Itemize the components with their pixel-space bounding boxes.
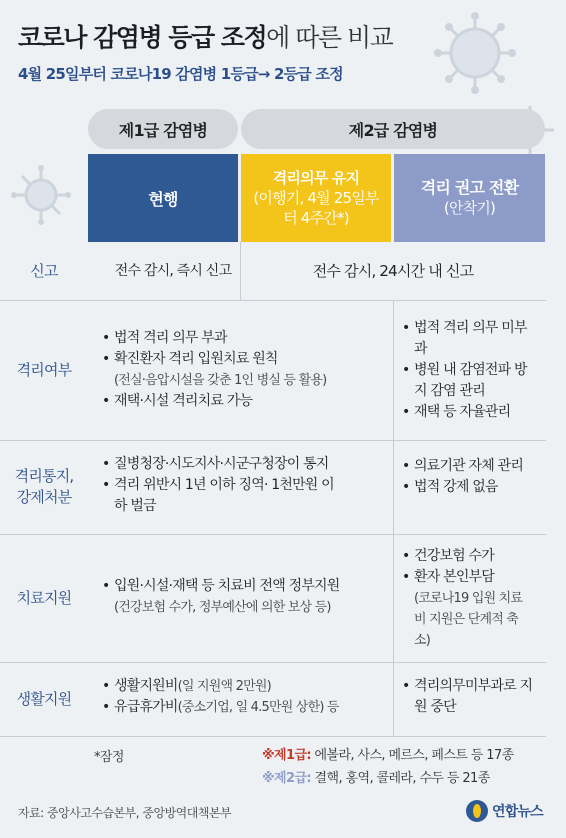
list-item: • 법적 강제 없음 (402, 477, 532, 498)
footnote-grade1 (262, 744, 514, 763)
treatment-current-note: (건강보험 수가, 정부예산에 의한 보상 등) (114, 600, 331, 615)
grade1-pill: 제1급 감염병 (88, 109, 238, 149)
row-label-living: 생활지원 (16, 689, 72, 708)
header-recommend (394, 154, 545, 242)
divider (393, 440, 394, 534)
report-current (108, 242, 238, 300)
report-grade2-text: 전수 감시, 24시간 내 신고 (312, 261, 474, 280)
notice-change (402, 456, 532, 498)
grade2-pill: 제2급 감염병 (241, 109, 545, 149)
logo-icon (466, 800, 488, 822)
header-keep-label: 격리의무 유지 (272, 169, 360, 187)
footnote-tentative: *잠정 (94, 750, 124, 765)
list-item: • 격리 위반시 1년 이하 징역· 1천만원 이하 벌금 (102, 475, 334, 517)
logo-text: 연합뉴스 (492, 804, 543, 820)
virus-icon (420, 8, 530, 98)
report-current-text: 전수 감시, 즉시 신고 (114, 262, 232, 279)
list-item: • 법적 격리 의무 부과 (102, 328, 392, 349)
footnote-grade1-list: 에볼라, 사스, 메르스, 페스트 등 17종 (314, 748, 514, 763)
header-current-label: 현행 (148, 189, 178, 209)
list-item: • 의료기관 자체 관리 (402, 456, 532, 477)
row-label-treatment: 치료지원 (16, 588, 72, 607)
list-item: • 병원 내 감염전파 방지 감염 관리 (402, 360, 538, 402)
living-current (102, 676, 392, 718)
divider (393, 534, 394, 662)
list-item: • 재택·시설 격리치료 가능 (102, 391, 392, 412)
notice-current (102, 454, 390, 517)
list-item: • 입원·시설·재택 등 치료비 전액 정부지원 (102, 576, 392, 597)
list-item: • 법적 격리 의무 미부과 (402, 318, 538, 360)
publisher-logo (466, 800, 543, 822)
treatment-change-note: (코로나19 입원 치료비 지원은 단계적 축소) (414, 591, 523, 648)
virus-icon (6, 160, 76, 230)
header-change-sub: (안착기) (443, 199, 496, 217)
list-item: • 확진환자 격리 입원치료 원칙 (102, 349, 392, 370)
divider (393, 300, 394, 440)
footnote-grade2-list: 결핵, 홍역, 콜레라, 수두 등 21종 (314, 771, 490, 786)
list-item: • 격리의무미부과로 지원 중단 (402, 676, 538, 718)
page-subtitle: 4월 25일부터 코로나19 감염병 1등급→ 2등급 조정 (18, 65, 343, 83)
header-keep-sub: (이행기, 4월 25일부터 4주간*) (253, 189, 379, 227)
header-current (88, 154, 238, 242)
isolation-change (402, 318, 538, 423)
isolation-current-note: (전실·음압시설을 갖춘 1인 병실 등 활용) (114, 373, 327, 388)
divider (393, 662, 394, 736)
list-item: • 환자 본인부담 (402, 567, 532, 588)
row-label-report: 신고 (30, 261, 58, 280)
report-grade2 (241, 242, 545, 300)
header-change-label: 격리 권고 전환 (420, 178, 519, 197)
list-item (102, 676, 392, 697)
living-current-b-note: (중소기업, 일 4.5만원 상한) 등 (177, 700, 339, 715)
header-keep-isolation (241, 154, 391, 242)
divider (240, 242, 241, 300)
row-label-notice-text: 격리통지, 강제처분 (14, 467, 74, 506)
list-item (102, 697, 392, 718)
footnote-grade2-label: ※제2급: (262, 771, 311, 786)
living-current-a: 생활지원비 (114, 678, 178, 694)
list-item: • 건강보험 수가 (402, 546, 532, 567)
list-item: • 재택 등 자율관리 (402, 402, 538, 423)
list-item: • 질병청장·시도지사·시군구청장이 통지 (102, 454, 390, 475)
row-label-isolation: 격리여부 (16, 360, 72, 379)
treatment-current (102, 576, 392, 618)
row-label-notice (0, 440, 88, 534)
living-current-a-note: (일 지원액 2만원) (177, 679, 271, 694)
living-change (402, 676, 538, 718)
treatment-change (402, 546, 532, 651)
divider (0, 736, 546, 737)
source-credit: 자료: 중앙사고수습본부, 중앙방역대책본부 (18, 806, 232, 820)
footnote-grade1-label: ※제1급: (262, 748, 311, 763)
living-current-b: 유급휴가비 (114, 699, 178, 715)
page-title: 코로나 감염병 등급 조정에 따른 비교 (18, 23, 393, 52)
isolation-current (102, 328, 392, 412)
footnote-grade2 (262, 767, 490, 786)
